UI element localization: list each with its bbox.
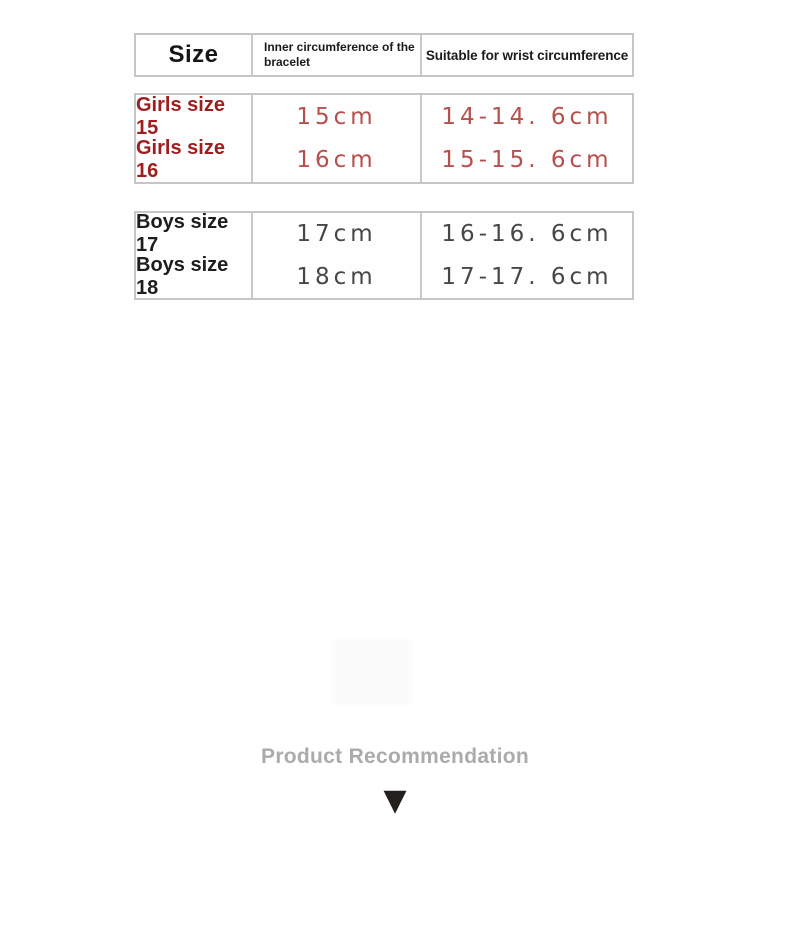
girls-row-wrist-value: 14-14. 6cm [441, 103, 613, 130]
size-chart-header-table [134, 33, 634, 77]
triangle-down-icon: ▼ [383, 783, 407, 818]
boys-row-inner-value: 18cm [253, 256, 422, 299]
header-cell-size: Size [136, 35, 253, 75]
girls-row-wrist-value: 15-15. 6cm [441, 147, 613, 174]
girls-row-label: Girls size 15 [136, 95, 253, 139]
boys-row-inner-value: 17cm [253, 213, 422, 256]
girls-row-label: Girls size 16 [136, 139, 253, 183]
boys-row-label: Boys size 18 [136, 256, 253, 299]
girls-size-table [134, 93, 634, 184]
boys-row-label: Boys size 17 [136, 213, 253, 256]
boys-row-wrist-value: 16-16. 6cm [441, 221, 613, 248]
product-recommendation-heading: Product Recommendation [261, 745, 529, 768]
girls-row-inner-value: 15cm [253, 95, 422, 139]
boys-size-table [134, 211, 634, 300]
header-cell-inner-circumference: Inner circumference of the bracelet [253, 35, 422, 75]
header-cell-wrist-circumference: Suitable for wrist circumference [425, 47, 629, 63]
faint-image-placeholder [335, 641, 409, 704]
girls-row-inner-value: 16cm [253, 139, 422, 183]
boys-row-wrist-value: 17-17. 6cm [441, 263, 613, 290]
